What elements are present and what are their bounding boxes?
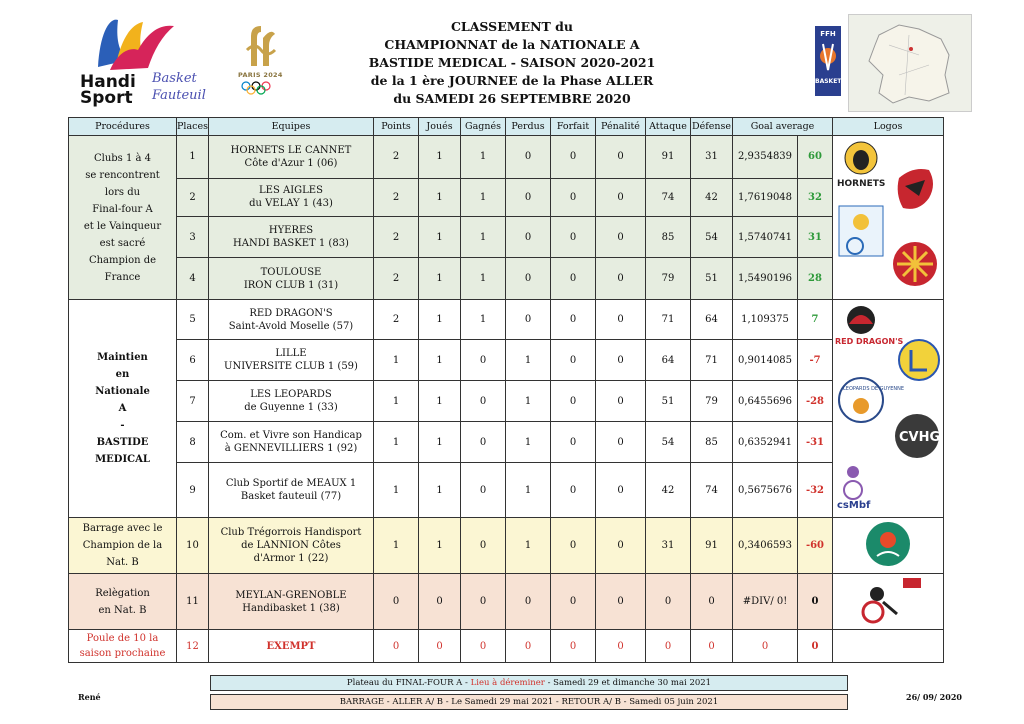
procedure-text: Nat. B xyxy=(106,557,139,568)
final-four-text-post: - Samedi 29 et dimanche 30 mai 2021 xyxy=(544,678,712,688)
cell-lost: 0 xyxy=(506,300,551,340)
table-header-row xyxy=(69,118,944,136)
handisport-emblem-icon xyxy=(88,12,178,72)
cell-points: 1 xyxy=(374,381,419,422)
cell-defense: 0 xyxy=(691,630,733,663)
cell-played: 1 xyxy=(419,340,461,381)
team-name: LES LEOPARDS xyxy=(250,389,332,400)
procedure-text: Champion de la xyxy=(82,540,163,551)
cell-attack: 51 xyxy=(646,381,691,422)
final-four-location: Lieu à déreminer xyxy=(470,678,545,688)
cell-played: 1 xyxy=(419,422,461,463)
cell-team xyxy=(209,422,374,463)
col-header-attaque: Attaque xyxy=(646,118,691,136)
procedure-text: se rencontrent xyxy=(85,169,160,181)
cell-ratio: 0,9014085 xyxy=(733,340,798,381)
table-row xyxy=(69,178,944,216)
cell-forfeit: 0 xyxy=(551,340,596,381)
cell-ratio: 1,109375 xyxy=(733,300,798,340)
table-row xyxy=(69,258,944,300)
cell-attack: 64 xyxy=(646,340,691,381)
cell-points: 1 xyxy=(374,422,419,463)
cell-defense: 74 xyxy=(691,463,733,518)
cell-ratio: 1,5740741 xyxy=(733,216,798,258)
cell-played: 1 xyxy=(419,136,461,179)
cell-lost: 1 xyxy=(506,463,551,518)
procedure-text: - xyxy=(120,420,125,431)
final-four-text-pre: Plateau du FINAL-FOUR A - xyxy=(346,678,471,688)
cell-ratio: #DIV/ 0! xyxy=(733,574,798,630)
cell-penalty: 0 xyxy=(596,381,646,422)
red-dragons-logo-text: RED DRAGON'S xyxy=(835,337,904,346)
cell-penalty: 0 xyxy=(596,136,646,179)
cell-attack: 79 xyxy=(646,258,691,300)
fauteuil-text: Fauteuil xyxy=(152,88,206,103)
cell-penalty: 0 xyxy=(596,178,646,216)
team-name: HORNETS LE CANNET xyxy=(230,144,352,156)
cell-ratio: 0,5675676 xyxy=(733,463,798,518)
cell-won: 1 xyxy=(461,136,506,179)
cell-place: 9 xyxy=(177,463,209,518)
paris-2024-text: PARIS 2024 xyxy=(238,71,283,79)
procedure-maintien xyxy=(69,300,177,518)
cell-points: 1 xyxy=(374,518,419,574)
logos-group-c xyxy=(833,518,944,574)
cell-attack: 85 xyxy=(646,216,691,258)
team-sub: de Guyenne 1 (33) xyxy=(244,402,338,413)
hornets-logo-icon xyxy=(837,142,885,189)
hornets-logo-text: HORNETS xyxy=(837,179,886,189)
team-name: Club Trégorrois Handisport xyxy=(220,527,362,538)
cell-forfeit: 0 xyxy=(551,381,596,422)
cell-ratio: 0,3406593 xyxy=(733,518,798,574)
page-title xyxy=(330,18,694,108)
cell-team xyxy=(209,136,374,179)
team-sub: Saint-Avold Moselle (57) xyxy=(228,320,354,332)
cell-lost: 0 xyxy=(506,136,551,179)
cell-defense: 51 xyxy=(691,258,733,300)
cell-forfeit: 0 xyxy=(551,518,596,574)
cell-forfeit: 0 xyxy=(551,300,596,340)
cell-place: 7 xyxy=(177,381,209,422)
logos-group-a xyxy=(833,136,944,300)
procedure-text: et le Vainqueur xyxy=(83,220,162,232)
hyeres-logo-icon xyxy=(839,206,883,256)
cell-ratio: 1,5490196 xyxy=(733,258,798,300)
cell-attack: 54 xyxy=(646,422,691,463)
cell-team xyxy=(209,178,374,216)
cell-lost: 0 xyxy=(506,574,551,630)
team-name: HYERES xyxy=(268,225,314,237)
cell-points: 2 xyxy=(374,258,419,300)
cell-diff: -7 xyxy=(798,340,833,381)
col-header-logos: Logos xyxy=(833,118,944,136)
procedure-text: France xyxy=(104,271,141,283)
procedure-barrage xyxy=(69,518,177,574)
cell-penalty: 0 xyxy=(596,518,646,574)
cell-diff: -60 xyxy=(798,518,833,574)
team-sub: HANDI BASKET 1 (83) xyxy=(233,238,349,250)
procedure-text: Clubs 1 à 4 xyxy=(93,152,152,164)
france-map xyxy=(848,14,972,112)
cell-place: 1 xyxy=(177,136,209,179)
cell-ratio: 0,6455696 xyxy=(733,381,798,422)
team-sub: du VELAY 1 (43) xyxy=(249,198,333,210)
col-header-places: Places xyxy=(177,118,209,136)
barrage-info: BARRAGE - ALLER A/ B - Le Samedi 29 mai 2021 - RETOUR A/ B - Samedi 05 juin 2021 xyxy=(210,694,848,710)
col-header-gagnes: Gagnés xyxy=(461,118,506,136)
cell-defense: 64 xyxy=(691,300,733,340)
title-line-2: CHAMPIONNAT de la NATIONALE A xyxy=(384,37,640,52)
cell-attack: 91 xyxy=(646,136,691,179)
cell-place: 4 xyxy=(177,258,209,300)
cell-won: 1 xyxy=(461,258,506,300)
document-date: 26/ 09/ 2020 xyxy=(906,692,962,702)
cell-lost: 0 xyxy=(506,178,551,216)
title-line-5: du SAMEDI 26 SEPTEMBRE 2020 xyxy=(393,91,631,106)
cell-played: 0 xyxy=(419,574,461,630)
procedure-text: lors du xyxy=(104,186,141,198)
cell-place: 5 xyxy=(177,300,209,340)
col-header-penalite: Pénalité xyxy=(596,118,646,136)
handisport-text-1: Handi xyxy=(80,72,136,92)
cell-won: 0 xyxy=(461,381,506,422)
team-name: LES AIGLES xyxy=(259,185,323,197)
procedure-text: MEDICAL xyxy=(95,454,150,465)
procedure-text: Relègation xyxy=(95,587,150,599)
cell-won: 0 xyxy=(461,574,506,630)
cell-diff: 0 xyxy=(798,630,833,663)
lannion-logo-icon xyxy=(833,518,943,570)
table-row xyxy=(69,463,944,518)
cell-diff: 28 xyxy=(798,258,833,300)
cell-played: 1 xyxy=(419,518,461,574)
cell-penalty: 0 xyxy=(596,340,646,381)
cell-defense: 71 xyxy=(691,340,733,381)
table-row xyxy=(69,422,944,463)
cell-points: 0 xyxy=(374,630,419,663)
table-row xyxy=(69,518,944,574)
cell-lost: 0 xyxy=(506,630,551,663)
title-line-1: CLASSEMENT du xyxy=(450,19,573,34)
logos-a-svg xyxy=(833,136,943,296)
cell-points: 2 xyxy=(374,300,419,340)
cell-place: 6 xyxy=(177,340,209,381)
team-name: Club Sportif de MEAUX 1 xyxy=(225,478,357,489)
cell-team xyxy=(209,630,374,663)
cell-played: 1 xyxy=(419,300,461,340)
title-line-3: BASTIDE MEDICAL - SAISON 2020-2021 xyxy=(368,55,656,70)
col-header-equipes: Equipes xyxy=(209,118,374,136)
luc-logo-icon xyxy=(899,340,939,380)
cell-forfeit: 0 xyxy=(551,136,596,179)
cell-place: 8 xyxy=(177,422,209,463)
table-row xyxy=(69,136,944,179)
cell-defense: 54 xyxy=(691,216,733,258)
cell-played: 1 xyxy=(419,178,461,216)
cell-won: 0 xyxy=(461,518,506,574)
cell-team xyxy=(209,518,374,574)
ffh-basket-text: BASKET xyxy=(815,78,842,85)
team-sub: Basket fauteuil (77) xyxy=(240,491,342,502)
table-row xyxy=(69,300,944,340)
aigles-logo-icon xyxy=(898,169,933,209)
team-name: TOULOUSE xyxy=(260,266,322,278)
cell-won: 1 xyxy=(461,300,506,340)
procedure-final-four xyxy=(69,136,177,300)
cell-attack: 31 xyxy=(646,518,691,574)
col-header-perdus: Perdus xyxy=(506,118,551,136)
cell-team xyxy=(209,216,374,258)
leopards-logo-icon xyxy=(839,378,904,422)
cell-team xyxy=(209,574,374,630)
col-header-points: Points xyxy=(374,118,419,136)
france-map-icon xyxy=(849,15,971,111)
leopards-logo-text: LEOPARDS DE GUYENNE xyxy=(843,386,905,392)
team-sub: UNIVERSITE CLUB 1 (59) xyxy=(224,361,358,372)
cell-defense: 91 xyxy=(691,518,733,574)
cell-played: 1 xyxy=(419,381,461,422)
procedure-text: est sacré xyxy=(99,237,146,249)
team-name: LILLE xyxy=(275,348,307,359)
cell-diff: -31 xyxy=(798,422,833,463)
cell-played: 1 xyxy=(419,463,461,518)
procedure-text: A xyxy=(118,403,127,414)
cell-attack: 0 xyxy=(646,574,691,630)
cell-penalty: 0 xyxy=(596,422,646,463)
cell-forfeit: 0 xyxy=(551,574,596,630)
procedure-text: Champion de xyxy=(88,254,157,266)
cell-penalty: 0 xyxy=(596,258,646,300)
cell-diff: 60 xyxy=(798,136,833,179)
procedure-text: saison prochaine xyxy=(79,648,166,659)
cell-won: 0 xyxy=(461,422,506,463)
cell-team xyxy=(209,381,374,422)
cell-points: 2 xyxy=(374,178,419,216)
cell-ratio: 0,6352941 xyxy=(733,422,798,463)
cell-points: 2 xyxy=(374,136,419,179)
cell-team xyxy=(209,463,374,518)
cell-place: 10 xyxy=(177,518,209,574)
procedure-text: BASTIDE xyxy=(96,437,149,448)
cell-points: 2 xyxy=(374,216,419,258)
table-row xyxy=(69,216,944,258)
col-header-forfait: Forfait xyxy=(551,118,596,136)
final-four-info xyxy=(210,675,848,691)
cell-defense: 85 xyxy=(691,422,733,463)
procedure-text: en Nat. B xyxy=(98,604,147,616)
table-row xyxy=(69,381,944,422)
standings-table xyxy=(68,117,944,663)
procedure-text: Poule de 10 la xyxy=(86,633,159,644)
cell-defense: 31 xyxy=(691,136,733,179)
cell-points: 0 xyxy=(374,574,419,630)
team-sub: IRON CLUB 1 (31) xyxy=(243,279,339,291)
team-sub: Côte d'Azur 1 (06) xyxy=(244,157,338,169)
csmbf-logo-text: csMbf xyxy=(837,500,871,511)
cell-forfeit: 0 xyxy=(551,178,596,216)
team-name: EXEMPT xyxy=(266,640,316,652)
table-row xyxy=(69,630,944,663)
team-sub: de LANNION Côtes xyxy=(241,540,341,551)
table-row xyxy=(69,574,944,630)
cell-forfeit: 0 xyxy=(551,463,596,518)
cell-won: 0 xyxy=(461,463,506,518)
olympic-rings-icon xyxy=(238,81,284,95)
logos-b-svg xyxy=(833,302,943,512)
basket-text: Basket xyxy=(152,71,197,86)
team-sub: Handibasket 1 (38) xyxy=(242,602,340,614)
procedure-text: Maintien xyxy=(97,352,148,363)
author-name: René xyxy=(78,692,101,702)
table-row xyxy=(69,340,944,381)
cell-won: 1 xyxy=(461,216,506,258)
procedure-poule xyxy=(69,630,177,663)
col-header-joues: Joués xyxy=(419,118,461,136)
procedure-text: Barrage avec le xyxy=(82,523,163,534)
col-header-goal-average: Goal average xyxy=(733,118,833,136)
cvhg-logo-text: CVHG xyxy=(899,430,941,445)
cell-place: 12 xyxy=(177,630,209,663)
cell-lost: 0 xyxy=(506,216,551,258)
cell-diff: 32 xyxy=(798,178,833,216)
cell-diff: -28 xyxy=(798,381,833,422)
cell-penalty: 0 xyxy=(596,463,646,518)
handisport-text-2: Sport xyxy=(80,88,133,108)
cell-forfeit: 0 xyxy=(551,422,596,463)
team-name: Com. et Vivre son Handicap xyxy=(220,430,362,441)
cell-penalty: 0 xyxy=(596,574,646,630)
cell-team xyxy=(209,300,374,340)
cell-place: 2 xyxy=(177,178,209,216)
cell-team xyxy=(209,258,374,300)
cell-place: 3 xyxy=(177,216,209,258)
cell-played: 0 xyxy=(419,630,461,663)
cell-forfeit: 0 xyxy=(551,216,596,258)
cell-defense: 79 xyxy=(691,381,733,422)
cell-ratio: 1,7619048 xyxy=(733,178,798,216)
logos-group-e xyxy=(833,630,944,663)
cell-lost: 0 xyxy=(506,258,551,300)
cell-forfeit: 0 xyxy=(551,258,596,300)
team-name: MEYLAN-GRENOBLE xyxy=(235,589,347,601)
basketball-player-icon xyxy=(817,40,839,76)
cell-ratio: 0 xyxy=(733,630,798,663)
cell-diff: -32 xyxy=(798,463,833,518)
cell-penalty: 0 xyxy=(596,300,646,340)
cell-won: 1 xyxy=(461,178,506,216)
col-header-defense: Défense xyxy=(691,118,733,136)
cell-attack: 71 xyxy=(646,300,691,340)
cell-won: 0 xyxy=(461,340,506,381)
cell-penalty: 0 xyxy=(596,630,646,663)
title-line-4: de la 1 ère JOURNEE de la Phase ALLER xyxy=(370,73,654,88)
procedure-text: Final-four A xyxy=(92,203,153,215)
cell-diff: 7 xyxy=(798,300,833,340)
cvhg-logo-icon xyxy=(895,414,940,458)
cell-penalty: 0 xyxy=(596,216,646,258)
paris-flame-icon xyxy=(241,24,281,68)
meylan-logo-icon xyxy=(833,574,943,626)
logos-group-b xyxy=(833,300,944,518)
procedure-text: en xyxy=(115,369,130,380)
cell-place: 11 xyxy=(177,574,209,630)
cell-lost: 1 xyxy=(506,381,551,422)
red-dragons-logo-icon xyxy=(835,306,904,346)
cell-forfeit: 0 xyxy=(551,630,596,663)
cell-defense: 0 xyxy=(691,574,733,630)
procedure-text: Nationale xyxy=(95,386,150,397)
team-name: RED DRAGON'S xyxy=(249,307,333,319)
cell-diff: 0 xyxy=(798,574,833,630)
csmbf-logo-icon xyxy=(837,466,871,511)
cell-lost: 1 xyxy=(506,518,551,574)
procedure-relegation xyxy=(69,574,177,630)
cell-ratio: 2,9354839 xyxy=(733,136,798,179)
cell-team xyxy=(209,340,374,381)
cell-points: 1 xyxy=(374,340,419,381)
iron-club-logo-icon xyxy=(893,242,937,286)
logos-group-d xyxy=(833,574,944,630)
team-sub: à GENNEVILLIERS 1 (92) xyxy=(224,443,358,454)
cell-attack: 0 xyxy=(646,630,691,663)
col-header-procedures: Procédures xyxy=(69,118,177,136)
cell-attack: 74 xyxy=(646,178,691,216)
paris-2024-logo xyxy=(236,24,286,96)
cell-lost: 1 xyxy=(506,422,551,463)
team-sub-2: d'Armor 1 (22) xyxy=(253,553,329,564)
cell-diff: 31 xyxy=(798,216,833,258)
handisport-logo xyxy=(80,12,220,107)
ffh-text: FFH xyxy=(820,30,836,38)
ffh-basket-logo xyxy=(815,26,841,96)
cell-points: 1 xyxy=(374,463,419,518)
cell-lost: 1 xyxy=(506,340,551,381)
cell-defense: 42 xyxy=(691,178,733,216)
cell-attack: 42 xyxy=(646,463,691,518)
cell-played: 1 xyxy=(419,258,461,300)
cell-played: 1 xyxy=(419,216,461,258)
cell-won: 0 xyxy=(461,630,506,663)
